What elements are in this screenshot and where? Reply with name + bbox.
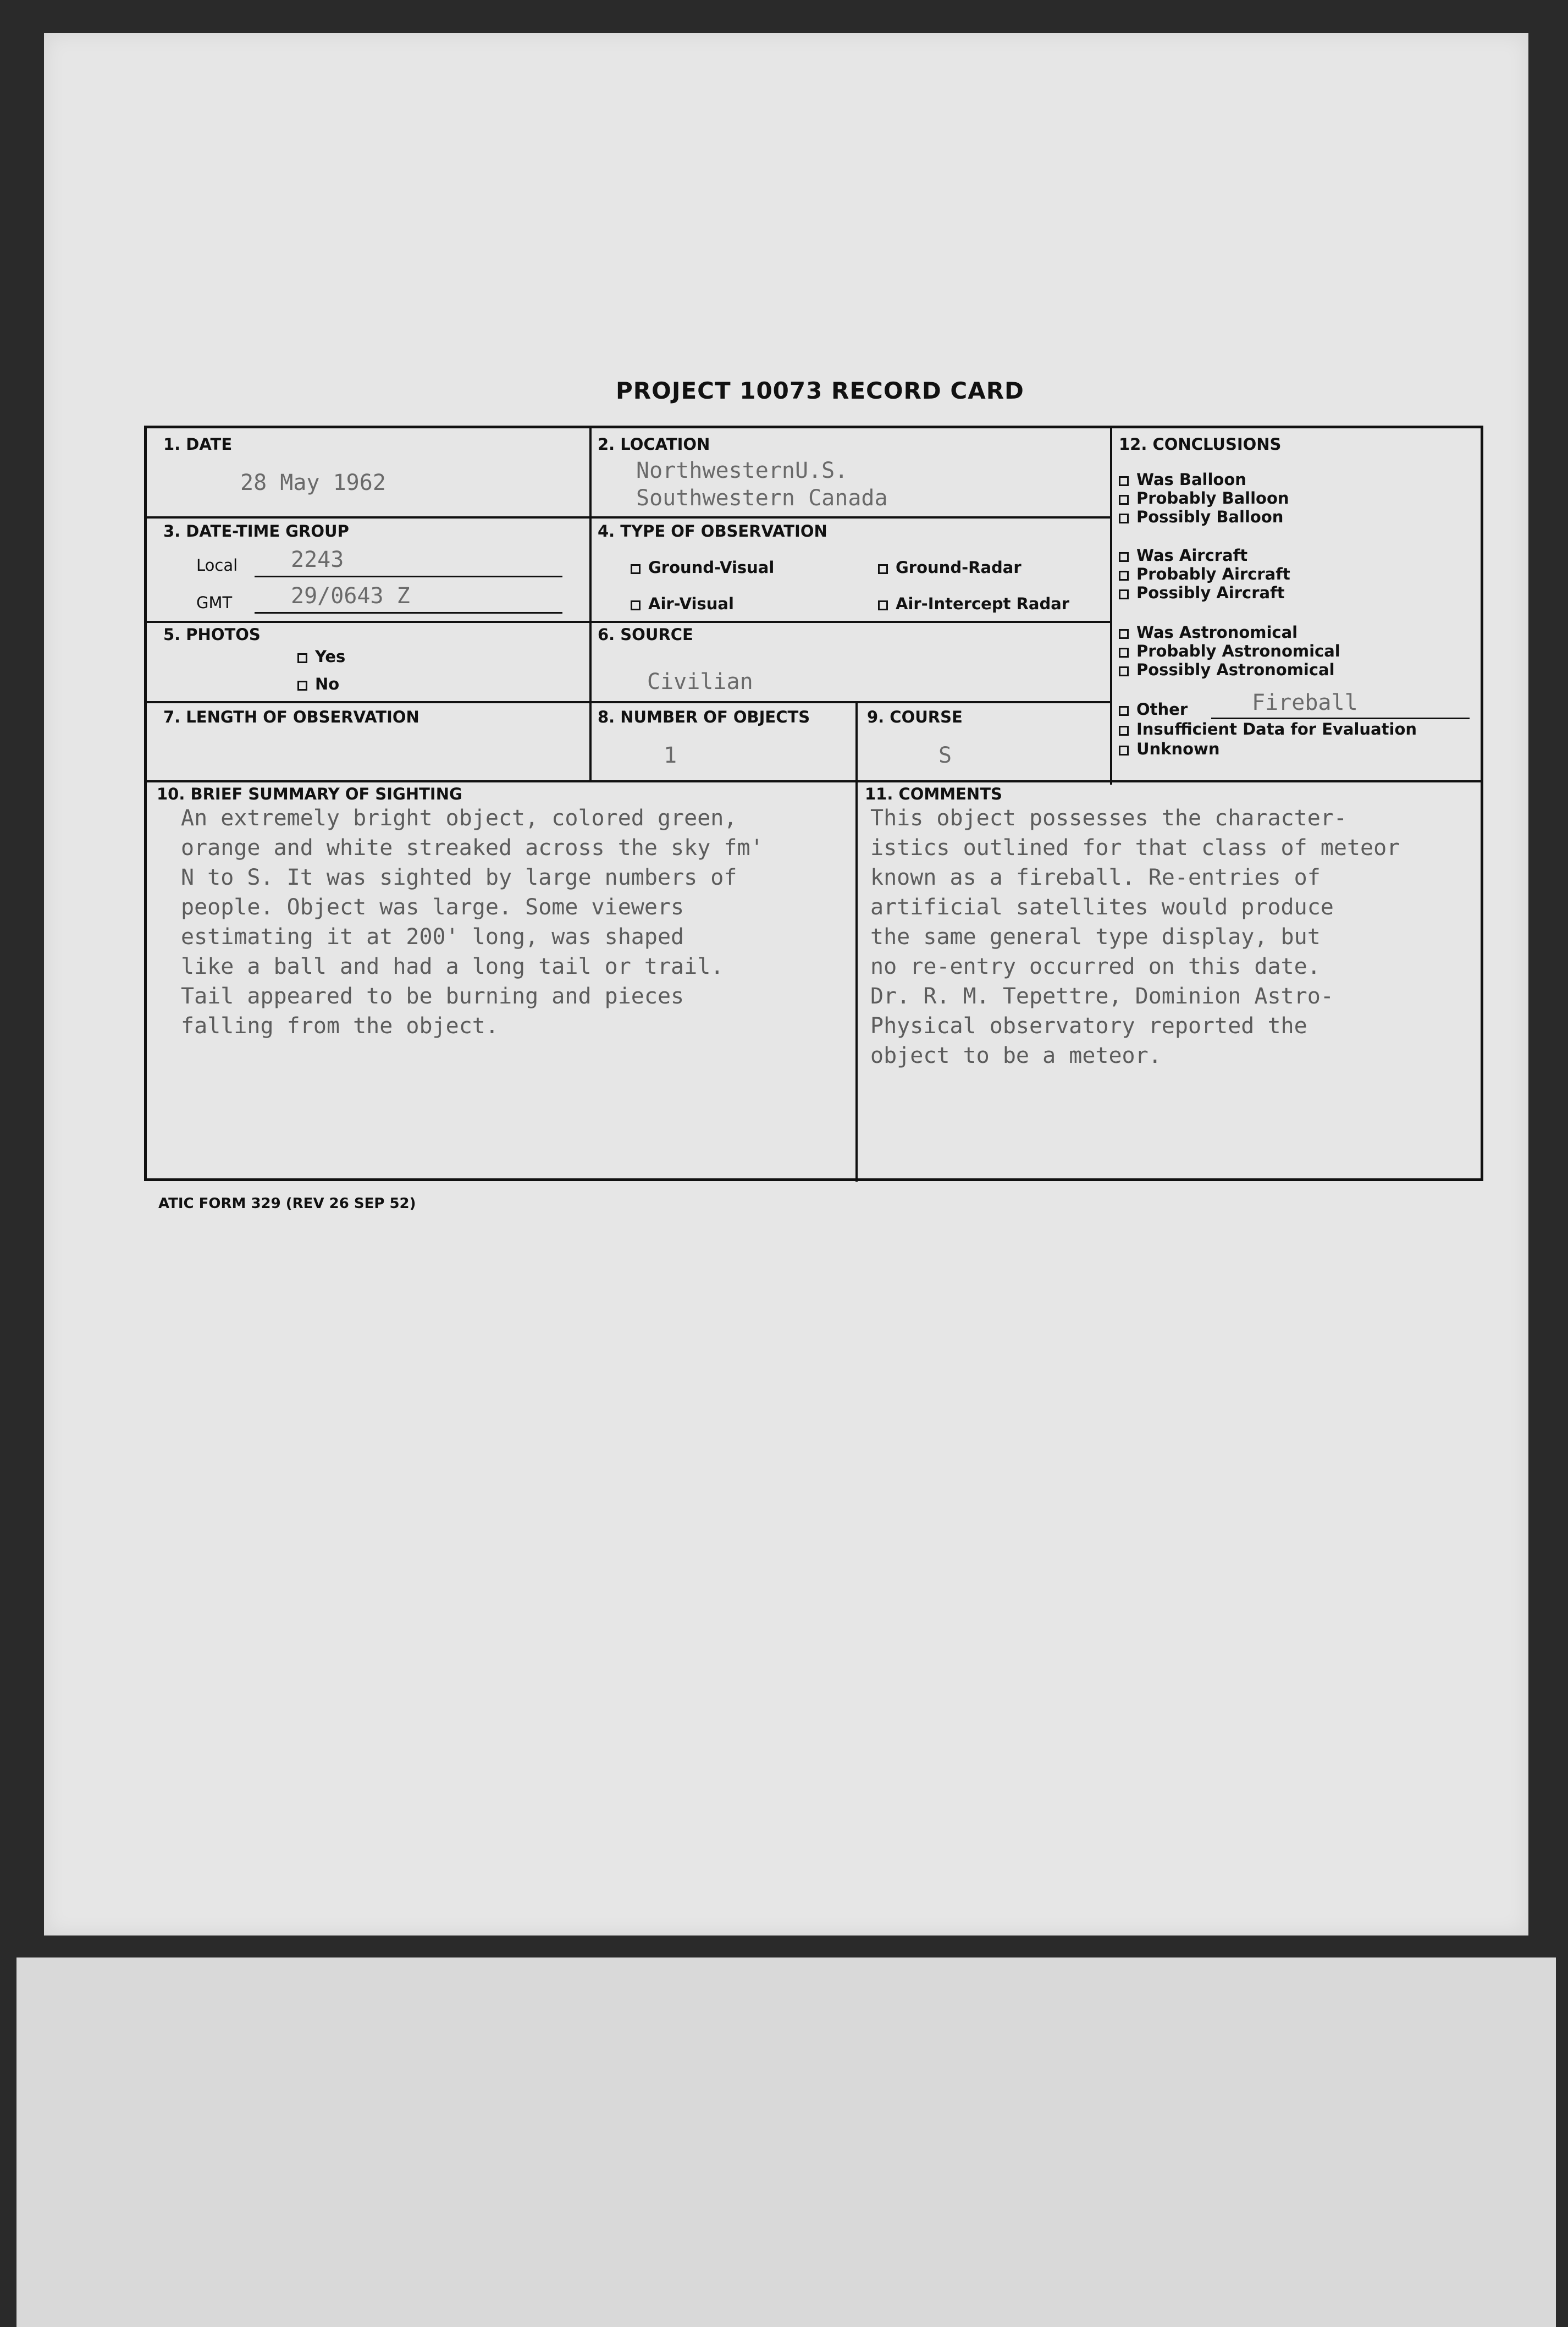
source-value: Civilian [647,669,753,694]
conclusion-other-value: Fireball [1252,690,1358,715]
checkbox-icon [1119,571,1129,581]
conclusion-text: Possibly Astronomical [1136,660,1335,679]
checkbox-icon [1119,648,1129,658]
checkbox-icon [1119,552,1129,562]
checkbox-icon [878,564,888,574]
summary-line: estimating it at 200' long, was shaped [181,924,684,950]
summary-line: like a ball and had a long tail or trail. [181,954,724,979]
checkbox-icon [878,600,888,610]
air-visual-text: Air-Visual [648,594,734,613]
conclusion-text: Possibly Aircraft [1136,583,1285,602]
ground-visual-text: Ground-Visual [648,558,775,577]
checkbox-icon [1119,514,1129,523]
checkbox-icon [631,600,641,610]
comments-line: Physical observatory reported the [870,1013,1307,1039]
comments-line: istics outlined for that class of meteor [870,835,1400,861]
summary-label: 10. BRIEF SUMMARY OF SIGHTING [157,785,462,803]
checkbox-icon [1119,589,1129,599]
checkbox-icon [1119,746,1129,756]
gmt-label: GMT [196,593,233,612]
location-line2: Southwestern Canada [636,486,888,511]
gmt-value: 29/0643 Z [291,583,410,609]
summary-line: people. Object was large. Some viewers [181,895,684,920]
conclusion-text: Was Balloon [1136,470,1246,489]
comments-line: artificial satellites would produce [870,895,1334,920]
comments-line: known as a fireball. Re-entries of [870,865,1321,890]
photos-yes-option[interactable] [297,647,345,666]
summary-line: N to S. It was sighted by large numbers of [181,865,737,890]
conclusion-text: Was Astronomical [1136,623,1298,642]
conclusion-possibly-astronomical[interactable] [1119,660,1335,679]
divider [589,428,592,780]
divider [1110,428,1112,785]
conclusion-text: Possibly Balloon [1136,508,1284,526]
checkbox-icon [631,564,641,574]
summary-text [181,803,764,1041]
divider [147,701,1110,703]
source-label: 6. SOURCE [598,625,693,644]
checkbox-icon [297,681,307,691]
conclusion-was-balloon[interactable] [1119,470,1246,489]
comments-label: 11. COMMENTS [865,785,1002,803]
summary-line: Tail appeared to be burning and pieces [181,984,684,1009]
conclusion-text: Unknown [1136,740,1220,758]
comments-line: Dr. R. M. Tepettre, Dominion Astro- [870,984,1334,1009]
divider [147,621,1110,623]
checkbox-icon [1119,629,1129,639]
gmt-underline [255,612,562,614]
other-underline [1211,718,1470,719]
photos-yes-text: Yes [315,647,346,666]
date-time-group-label: 3. DATE-TIME GROUP [163,522,349,541]
number-of-objects-label: 8. NUMBER OF OBJECTS [598,708,810,726]
comments-line: object to be a meteor. [870,1043,1162,1068]
local-label: Local [196,556,238,575]
photos-no-option[interactable] [297,675,339,693]
conclusion-text: Probably Balloon [1136,489,1289,508]
film-margin [16,1957,1556,2327]
length-of-observation-label: 7. LENGTH OF OBSERVATION [163,708,419,726]
number-of-objects-value: 1 [664,743,677,768]
conclusion-probably-aircraft[interactable] [1119,565,1290,583]
summary-line: falling from the object. [181,1013,499,1039]
ground-visual-option[interactable] [631,558,774,577]
card-title: PROJECT 10073 RECORD CARD [616,377,1024,404]
ground-radar-text: Ground-Radar [896,558,1022,577]
divider [147,516,1110,519]
conclusion-text: Probably Astronomical [1136,642,1340,660]
summary-line: orange and white streaked across the sky fm' [181,835,764,861]
air-intercept-radar-option[interactable] [878,594,1069,613]
conclusion-text: Probably Aircraft [1136,565,1290,583]
checkbox-icon [1119,666,1129,676]
divider [147,780,1481,782]
checkbox-icon [1119,706,1129,716]
course-label: 9. COURSE [867,708,963,726]
conclusion-other[interactable] [1119,700,1188,719]
record-card [144,426,1483,1181]
ground-radar-option[interactable] [878,558,1022,577]
comments-line: no re-entry occurred on this date. [870,954,1321,979]
photos-label: 5. PHOTOS [163,625,261,644]
checkbox-icon [297,653,307,663]
conclusion-other-label: Other [1136,700,1188,719]
conclusion-was-astronomical[interactable] [1119,623,1298,642]
summary-line: An extremely bright object, colored green, [181,806,737,831]
form-number: ATIC FORM 329 (REV 26 SEP 52) [158,1195,416,1212]
local-value: 2243 [291,547,344,572]
conclusion-probably-balloon[interactable] [1119,489,1289,508]
divider [855,703,858,780]
comments-text [870,803,1400,1071]
comments-line: This object possesses the character- [870,806,1347,831]
course-value: S [938,743,952,768]
conclusion-insufficient-data[interactable] [1119,720,1417,738]
checkbox-icon [1119,495,1129,505]
conclusion-probably-astronomical[interactable] [1119,642,1340,660]
photos-no-text: No [315,675,340,693]
date-value: 28 May 1962 [240,470,386,495]
conclusion-text: Was Aircraft [1136,546,1248,565]
type-of-observation-label: 4. TYPE OF OBSERVATION [598,522,827,541]
conclusion-was-aircraft[interactable] [1119,546,1247,565]
air-visual-option[interactable] [631,594,734,613]
air-intercept-radar-text: Air-Intercept Radar [896,594,1070,613]
location-line1: NorthwesternU.S. [636,458,848,483]
checkbox-icon [1119,726,1129,736]
date-label: 1. DATE [163,435,233,454]
conclusion-possibly-aircraft[interactable] [1119,583,1285,602]
checkbox-icon [1119,476,1129,486]
conclusion-possibly-balloon[interactable] [1119,508,1283,526]
comments-line: the same general type display, but [870,924,1321,950]
divider [855,780,858,1182]
conclusion-text: Insufficient Data for Evaluation [1136,720,1417,738]
local-underline [255,576,562,577]
location-label: 2. LOCATION [598,435,710,454]
conclusions-label: 12. CONCLUSIONS [1119,435,1282,454]
conclusion-unknown[interactable] [1119,740,1220,758]
